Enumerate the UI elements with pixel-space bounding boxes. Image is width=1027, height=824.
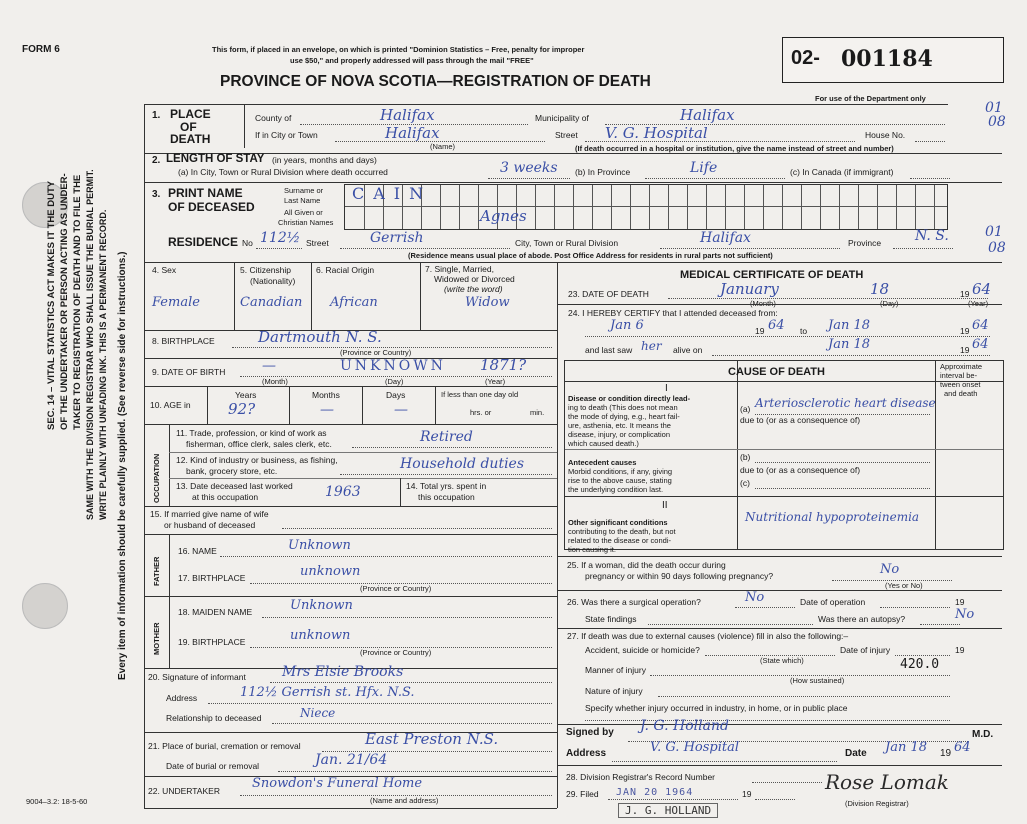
place-num: 1.: [152, 110, 161, 121]
dod-month: January: [720, 280, 779, 298]
interval-label3: tween onset: [940, 380, 981, 389]
residence-street-value: Gerrish: [370, 230, 424, 246]
attend-to: Jan 18: [828, 318, 871, 333]
residence-province-label: Province: [848, 238, 882, 248]
disease-label4: ure, asthenia, etc. It means the: [568, 421, 671, 430]
total-years-label2: this occupation: [418, 492, 475, 502]
sidebar-line2: OF THE UNDERTAKER OR PERSON ACTING AS UNDER-: [59, 173, 70, 430]
given-value: Agnes: [480, 207, 527, 225]
top-frame: [144, 104, 948, 105]
citizenship-value: Canadian: [240, 295, 303, 310]
sustained-hint: (How sustained): [790, 676, 845, 685]
relationship-label: Relationship to deceased: [166, 713, 262, 723]
dod-day-hint: (Day): [880, 299, 899, 308]
last-worked-value: 1963: [325, 484, 361, 500]
occupation-side-label: OCCUPATION: [152, 453, 161, 503]
min-label: min.: [530, 408, 545, 417]
trade-label2: fisherman, office clerk, sales clerk, etc.: [186, 439, 332, 449]
father-birthplace-value: unknown: [300, 564, 361, 579]
given-label2: Christian Names: [278, 218, 334, 227]
stay-b-value: Life: [690, 160, 718, 176]
other-label1: Other significant conditions: [568, 518, 668, 527]
attend-to-year: 64: [972, 318, 989, 333]
undertaker-label: 22. UNDERTAKER: [148, 786, 220, 796]
form-title: PROVINCE OF NOVA SCOTIA—REGISTRATION OF DEATH: [220, 73, 651, 90]
certify-label: 24. I HEREBY CERTIFY that I attended deceased from:: [568, 308, 778, 318]
due-to-a: due to (or as a consequence of): [740, 415, 861, 425]
dob-year: 1871?: [480, 356, 527, 374]
dob-day: UNKNOWN: [340, 358, 446, 374]
burial-date-label: Date of burial or removal: [166, 761, 260, 771]
industry-label2: bank, grocery store, etc.: [186, 466, 278, 476]
municipality-label: Municipality of: [535, 113, 589, 123]
place-divider: [244, 104, 245, 148]
disease-label3: the mode of dying, e.g., heart fail-: [568, 412, 680, 421]
interval-label2: interval be-: [940, 371, 978, 380]
dob-year-hint: (Year): [485, 377, 506, 386]
informant-sig-value: Mrs Elsie Brooks: [282, 664, 404, 680]
less-day-label: If less than one day old: [441, 390, 519, 399]
alive-year-prefix: 19: [960, 345, 970, 355]
registration-prefix: 02-: [791, 47, 820, 69]
place-label2: OF: [180, 120, 197, 134]
years-value: 92?: [228, 400, 256, 418]
alive-year: 64: [972, 337, 989, 352]
attend-from-year-prefix: 19: [755, 326, 765, 336]
op-date-label: Date of operation: [800, 597, 866, 607]
department-code-1: 01: [985, 100, 1003, 116]
burial-place-value: East Preston N.S.: [365, 730, 499, 748]
dod-day: 18: [870, 280, 890, 298]
marital-label1: 7. Single, Married,: [425, 264, 494, 274]
mother-name-label: 18. MAIDEN NAME: [178, 607, 253, 617]
informant-address-value: 112½ Gerrish st. Hfx. N.S.: [240, 685, 415, 700]
dob-day-hint: (Day): [385, 377, 404, 386]
stay-label: LENGTH OF STAY: [166, 153, 265, 165]
dob-label: 9. DATE OF BIRTH: [152, 367, 226, 377]
date-year-prefix: 19: [940, 748, 952, 759]
father-name-value: Unknown: [288, 538, 351, 553]
undertaker-hint: (Name and address): [370, 796, 439, 805]
stay-num: 2.: [152, 155, 161, 166]
hrs-label: hrs. or: [470, 408, 492, 417]
findings-label: State findings: [585, 614, 637, 624]
years-label: Years: [235, 390, 257, 400]
residence-province-value: N. S.: [915, 228, 949, 244]
form-number: FORM 6: [22, 44, 60, 55]
column-divider: [557, 262, 558, 808]
yes-no-hint: (Yes or No): [885, 581, 923, 590]
other-label2: contributing to the death, but not: [568, 527, 676, 536]
stay-c-label: (c) In Canada (if immigrant): [790, 167, 894, 177]
antecedent-label1: Antecedent causes: [568, 458, 637, 467]
department-code-4: 08: [988, 240, 1006, 256]
residence-label: RESIDENCE: [168, 235, 239, 249]
father-birthplace-label: 17. BIRTHPLACE: [178, 573, 246, 583]
mail-notice-line1: This form, if placed in an envelope, on which is printed "Dominion Statistics – Free, penalty for improper: [212, 45, 585, 54]
dod-year: 64: [972, 280, 992, 298]
residence-city-label: City, Town or Rural Division: [515, 238, 619, 248]
registrar-hint: (Division Registrar): [845, 799, 909, 808]
antecedent-label2: Morbid conditions, if any, giving: [568, 467, 673, 476]
dod-month-hint: (Month): [750, 299, 776, 308]
cause-b-label: (b): [740, 452, 751, 462]
stamp-name: J. G. HOLLAND: [618, 803, 718, 818]
city-label: If in City or Town: [255, 130, 318, 140]
informant-address-label: Address: [166, 693, 198, 703]
date-year: 64: [954, 740, 971, 755]
citizenship-label: 5. Citizenship: [240, 265, 292, 275]
where-label: Specify whether injury occurred in industry, in home, or in public place: [585, 703, 848, 713]
sidebar-line3: TAKER TO REGISTRATION OF DEATH AND TO FILE THE: [72, 174, 83, 430]
father-prov-hint: (Province or Country): [360, 584, 432, 593]
surname-value: CAIN: [352, 184, 433, 203]
date-value: Jan 18: [885, 740, 928, 755]
mother-side-label: MOTHER: [152, 622, 161, 655]
filed-label: 29. Filed: [566, 789, 599, 799]
department-use-label: For use of the Department only: [815, 94, 926, 103]
op-year-prefix: 19: [955, 597, 965, 607]
footer-code: 9004–3.2: 18-5-60: [26, 797, 88, 806]
autopsy-value: No: [955, 607, 975, 622]
days-value: —: [394, 402, 408, 418]
surgery-value: No: [745, 590, 765, 605]
medical-title: MEDICAL CERTIFICATE OF DEATH: [680, 269, 864, 281]
surname-label2: Last Name: [284, 196, 321, 205]
residence-street-label: Street: [306, 238, 329, 248]
city-value: Halifax: [385, 124, 440, 142]
municipality-value: Halifax: [680, 106, 735, 124]
marital-value: Widow: [465, 295, 510, 310]
relationship-value: Niece: [300, 706, 336, 720]
burial-date-value: Jan. 21/64: [315, 752, 388, 768]
last-worked-label1: 13. Date deceased last worked: [176, 481, 293, 491]
racial-label: 6. Racial Origin: [316, 265, 375, 275]
name-num: 3.: [152, 189, 161, 200]
date-label: Date: [845, 748, 867, 759]
name-label1: PRINT NAME: [168, 186, 243, 200]
alive-on-label: alive on: [673, 345, 703, 355]
residence-note: (Residence means usual place of abode. Post Office Address for residents in rural parts not sufficient): [408, 251, 773, 260]
county-label: County of: [255, 113, 292, 123]
sidebar-line4: SAME WITH THE DIVISION REGISTRAR WHO SHALL ISSUE THE BURIAL PERMIT.: [85, 169, 95, 520]
md-label: M.D.: [972, 729, 994, 740]
department-code-3: 01: [985, 224, 1003, 240]
last-saw-label: and last saw: [585, 345, 633, 355]
registration-number-box: [782, 37, 1004, 83]
birthplace-label: 8. BIRTHPLACE: [152, 336, 215, 346]
disease-label6: which caused death.): [568, 439, 639, 448]
mother-birthplace-label: 19. BIRTHPLACE: [178, 637, 246, 647]
other-value: Nutritional hypoproteinemia: [745, 510, 920, 524]
external-label: 27. If death was due to external causes (violence) fill in also the following:–: [567, 631, 849, 641]
father-name-label: 16. NAME: [178, 546, 217, 556]
attend-from: Jan 6: [610, 318, 644, 333]
undertaker-value: Snowdon's Funeral Home: [252, 776, 423, 791]
name-grid: [344, 184, 948, 230]
registration-number: 001184: [841, 46, 933, 72]
spouse-label1: 15. If married give name of wife: [150, 509, 269, 519]
state-hint: (State which): [760, 656, 804, 665]
other-label4: tion causing it.: [568, 545, 616, 554]
sex-value: Female: [152, 295, 200, 310]
alive-on-date: Jan 18: [828, 337, 871, 352]
total-years-label1: 14. Total yrs. spent in: [406, 481, 487, 491]
antecedent-label3: rise to the above cause, stating: [568, 476, 672, 485]
sidebar-line5: WRITE PLAINLY WITH UNFADING INK. THIS IS A PERMANENT RECORD.: [98, 209, 108, 520]
signed-by-value: J. G. Holland: [640, 718, 729, 734]
manner-label: Manner of injury: [585, 665, 646, 675]
mother-name-value: Unknown: [290, 598, 353, 613]
interval-label1: Approximate: [940, 362, 983, 371]
age-label: 10. AGE in: [150, 400, 191, 410]
cause-c-label: (c): [740, 478, 750, 488]
residence-no-label: No: [242, 238, 253, 248]
sex-label: 4. Sex: [152, 265, 177, 275]
hospital-note: (If death occurred in a hospital or institution, give the name instead of street and number): [575, 144, 894, 153]
injury-year-prefix: 19: [955, 645, 965, 655]
cause-a-label: (a): [740, 404, 751, 414]
filed-stamp: JAN 20 1964: [616, 787, 694, 798]
other-label3: related to the disease or condi-: [568, 536, 671, 545]
street-value: V. G. Hospital: [605, 124, 708, 142]
due-to-b: due to (or as a consequence of): [740, 465, 861, 475]
residence-no-value: 112½: [260, 230, 301, 246]
mother-birthplace-value: unknown: [290, 628, 351, 643]
informant-sig-label: 20. Signature of informant: [148, 672, 246, 682]
stay-b-label: (b) In Province: [575, 167, 631, 177]
mother-prov-hint: (Province or Country): [360, 648, 432, 657]
birthplace-hint: (Province or Country): [340, 348, 412, 357]
house-label: House No.: [865, 130, 906, 140]
disease-label5: disease, injury, or complication: [568, 430, 670, 439]
punch-hole-bottom: [22, 583, 68, 629]
dob-month: —: [262, 358, 276, 374]
sidebar-line6: Every item of information should be carefully supplied. (See reverse side for instructions.): [117, 251, 128, 680]
attend-to-year-prefix: 19: [960, 326, 970, 336]
spouse-label2: or husband of deceased: [164, 520, 256, 530]
mail-notice-line2: use $50," and properly addressed will pass through the mail "FREE": [290, 56, 534, 65]
trade-label1: 11. Trade, profession, or kind of work as: [176, 428, 327, 438]
injury-date-label: Date of injury: [840, 645, 891, 655]
address-label: Address: [566, 748, 607, 759]
citizenship-sub: (Nationality): [250, 276, 296, 286]
trade-value: Retired: [420, 429, 473, 445]
department-code-2: 08: [988, 114, 1006, 130]
disease-label1: Disease or condition directly lead-: [568, 394, 691, 403]
roman-two: II: [662, 500, 668, 511]
residence-city-value: Halifax: [700, 230, 751, 246]
given-label1: All Given or: [284, 208, 323, 217]
stay-a-label: (a) In City, Town or Rural Division where death occurred: [178, 167, 388, 177]
interval-label4: and death: [944, 389, 978, 398]
last-worked-label2: at this occupation: [192, 492, 259, 502]
left-frame: [144, 104, 145, 808]
father-side-label: FATHER: [152, 556, 161, 586]
dod-year-prefix: 19: [960, 289, 970, 299]
pregnancy-label1: 25. If a woman, did the death occur during: [567, 560, 726, 570]
cause-title: CAUSE OF DEATH: [728, 366, 825, 378]
sidebar-line1: SEC. 14 – VITAL STATISTICS ACT MAKES IT THE DUTY: [46, 180, 57, 430]
last-saw-pronoun: her: [641, 339, 662, 353]
marital-label2: Widowed or Divorced: [434, 274, 515, 284]
autopsy-label: Was there an autopsy?: [818, 614, 906, 624]
name-label2: OF DECEASED: [168, 200, 255, 214]
manner-code: 420.0: [900, 657, 940, 672]
signed-by-label: Signed by: [566, 727, 614, 738]
racial-value: African: [330, 295, 378, 310]
cause-a-value: Arteriosclerotic heart disease: [755, 396, 936, 410]
burial-place-label: 21. Place of burial, cremation or removal: [148, 741, 301, 751]
industry-value: Household duties: [400, 456, 525, 472]
address-value: V. G. Hospital: [650, 740, 740, 755]
attend-from-year: 64: [768, 318, 785, 333]
months-label: Months: [312, 390, 340, 400]
county-value: Halifax: [380, 106, 435, 124]
months-value: —: [320, 402, 334, 418]
roman-one: I: [665, 383, 668, 394]
days-label: Days: [386, 390, 406, 400]
city-name-hint: (Name): [430, 142, 456, 151]
surgery-label: 26. Was there a surgical operation?: [567, 597, 701, 607]
marital-label3: (write the word): [444, 284, 503, 294]
dod-label: 23. DATE OF DEATH: [568, 289, 649, 299]
industry-label1: 12. Kind of industry or business, as fishing,: [176, 455, 338, 465]
dod-year-hint: (Year): [968, 299, 989, 308]
place-label1: PLACE: [170, 107, 211, 121]
surname-label1: Surname or: [284, 186, 324, 195]
pregnancy-label2: pregnancy or within 90 days following pregnancy?: [585, 571, 774, 581]
record-number-label: 28. Division Registrar's Record Number: [566, 772, 716, 782]
birthplace-value: Dartmouth N. S.: [258, 328, 382, 346]
stay-hint: (in years, months and days): [272, 155, 377, 165]
place-label3: DEATH: [170, 132, 211, 146]
street-label: Street: [555, 130, 578, 140]
filed-year-prefix: 19: [742, 789, 752, 799]
antecedent-label4: the underlying condition last.: [568, 485, 664, 494]
pregnancy-value: No: [880, 562, 900, 577]
accident-label: Accident, suicide or homicide?: [585, 645, 700, 655]
disease-label2: ing to death (This does not mean: [568, 403, 678, 412]
stay-a-value: 3 weeks: [500, 160, 558, 176]
nature-label: Nature of injury: [585, 686, 643, 696]
attend-to-label: to: [800, 326, 808, 336]
dob-month-hint: (Month): [262, 377, 288, 386]
registrar-signature: Rose Lomak: [825, 770, 949, 794]
